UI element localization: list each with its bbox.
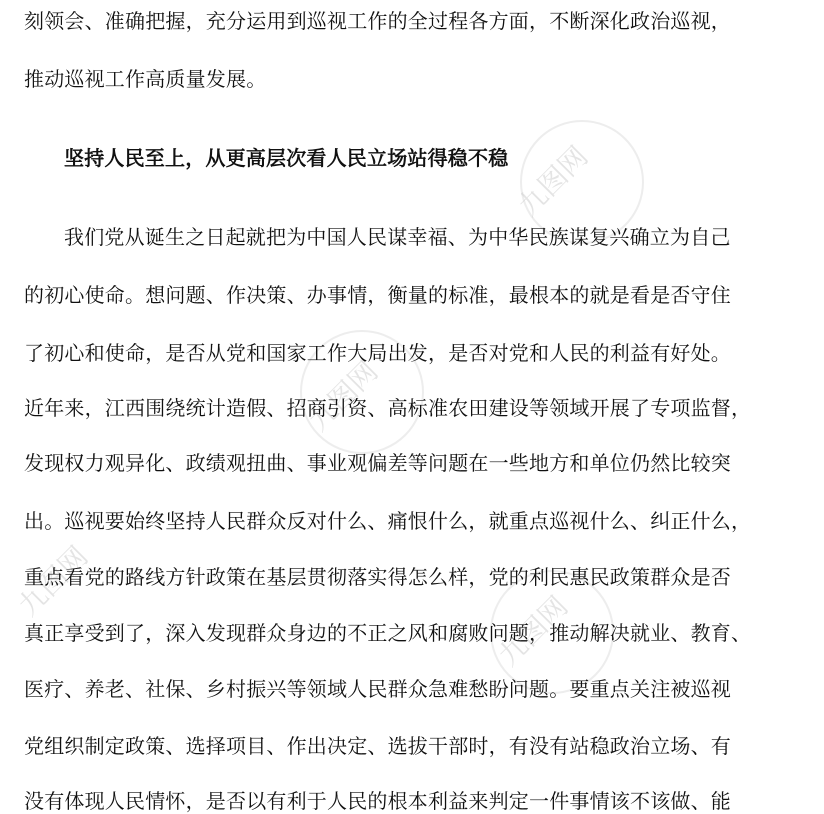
watermark: 九图网 <box>491 589 575 673</box>
paragraph-line: 的初心使命。想问题、作决策、办事情，衡量的标准，最根本的就是看是否守住 <box>24 283 731 307</box>
watermark: 九图网 <box>301 354 385 438</box>
paragraph-line: 重点看党的路线方针政策在基层贯彻落实得怎么样，党的利民惠民政策群众是否 <box>24 565 731 589</box>
paragraph-line: 医疗、养老、社保、乡村振兴等领域人民群众急难愁盼问题。要重点关注被巡视 <box>24 677 731 701</box>
paragraph-line: 推动巡视工作高质量发展。 <box>24 67 267 91</box>
watermark: 九图网 <box>511 139 595 223</box>
paragraph-line: 近年来，江西围绕统计造假、招商引资、高标准农田建设等领域开展了专项监督， <box>24 396 752 420</box>
paragraph-line: 没有体现人民情怀，是否以有利于人民的根本利益来判定一件事情该不该做、能 <box>24 789 731 813</box>
paragraph-line: 发现权力观异化、政绩观扭曲、事业观偏差等问题在一些地方和单位仍然比较突 <box>24 451 731 475</box>
watermark: 九图网 <box>11 539 95 623</box>
paragraph-line: 我们党从诞生之日起就把为中国人民谋幸福、为中华民族谋复兴确立为自己 <box>64 225 731 249</box>
paragraph-line: 出。巡视要始终坚持人民群众反对什么、痛恨什么，就重点巡视什么、纠正什么， <box>24 509 752 533</box>
paragraph-line: 刻领会、准确把握，充分运用到巡视工作的全过程各方面，不断深化政治巡视， <box>24 9 731 33</box>
paragraph-line: 党组织制定政策、选择项目、作出决定、选拔干部时，有没有站稳政治立场、有 <box>24 734 731 758</box>
paragraph-line: 了初心和使命，是否从党和国家工作大局出发，是否对党和人民的利益有好处。 <box>24 341 731 365</box>
paragraph-line: 真正享受到了，深入发现群众身边的不正之风和腐败问题，推动解决就业、教育、 <box>24 621 752 645</box>
section-heading: 坚持人民至上，从更高层次看人民立场站得稳不稳 <box>64 146 509 170</box>
